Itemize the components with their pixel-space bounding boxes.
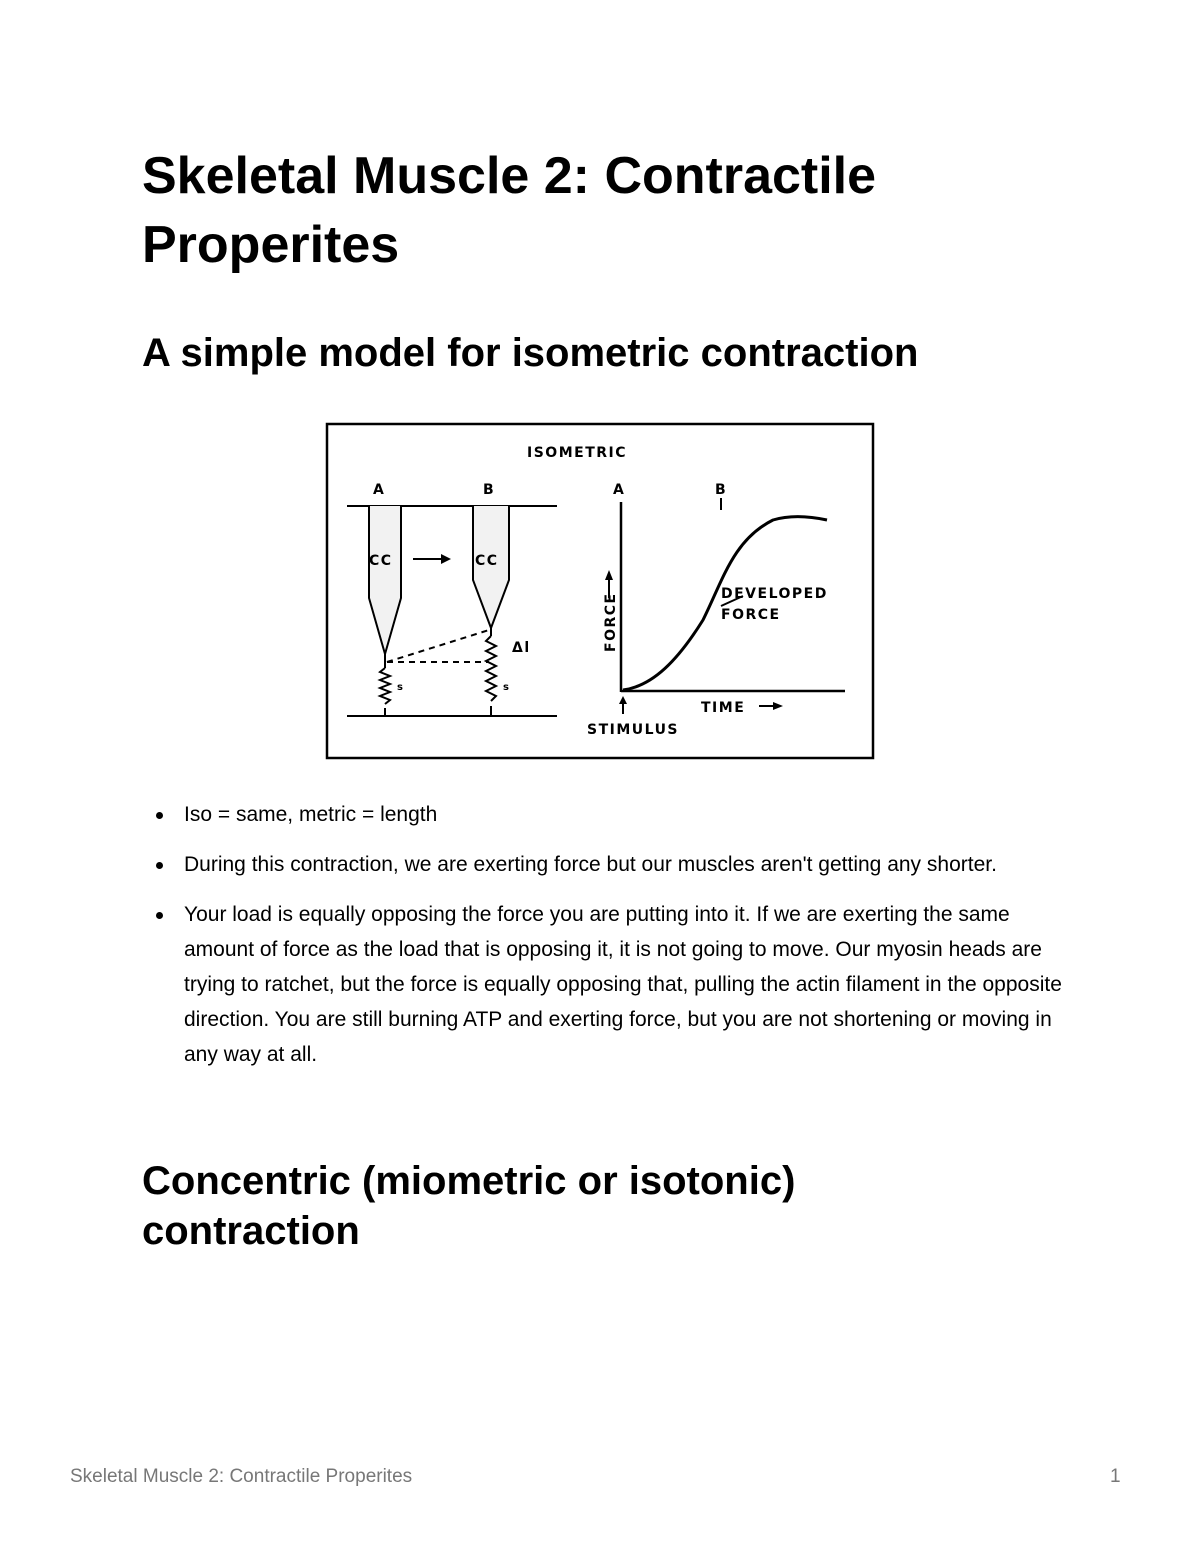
curve-label-2: FORCE (721, 607, 781, 623)
x-axis-arrowhead (773, 702, 783, 710)
list-item (142, 847, 1062, 882)
muscle-a (369, 506, 401, 654)
cc-label-a: CC (369, 553, 393, 569)
section-heading-concentric: Concentric (miometric or isotonic) contraction (142, 1159, 796, 1253)
bullet-text: Iso = same, metric = length (184, 803, 438, 826)
footer-title: Skeletal Muscle 2: Contractile Properites (70, 1466, 413, 1487)
model-label-a: A (373, 482, 386, 498)
graph-label-b: B (715, 482, 728, 498)
bullet-dot-icon (156, 862, 163, 869)
arrow-head (441, 554, 451, 564)
s-label-b: s (503, 682, 511, 693)
isometric-diagram (323, 420, 879, 764)
list-item (142, 797, 1062, 832)
spring-a (380, 668, 390, 704)
stimulus-arrowhead (619, 696, 627, 704)
x-axis-label: TIME (701, 700, 746, 716)
curve-label-1: DEVELOPED (721, 586, 828, 602)
spring-b (486, 636, 496, 701)
graph-label-a: A (613, 482, 626, 498)
bullet-text: During this contraction, we are exerting force but our muscles aren't getting any shorter. (184, 853, 997, 876)
list-item (142, 897, 1062, 1072)
stimulus-label: STIMULUS (587, 722, 680, 738)
bullet-dot-icon (156, 812, 163, 819)
figure-title: ISOMETRIC (527, 445, 628, 461)
s-label-a: s (397, 682, 405, 693)
isometric-figure (323, 420, 879, 764)
y-axis-arrowhead (605, 570, 613, 580)
cc-label-b: CC (475, 553, 499, 569)
bullet-dot-icon (156, 912, 163, 919)
bullet-text: Your load is equally opposing the force you are putting into it. If we are exerting the same amount of force as the load that is opposing it, it is not going to move. Our myosin heads are trying to ratchet, but the force is equally opposing that, pulling the actin filament in the opposite direction. You are still burning ATP and exerting force, but you are not shortening or moving in any way at all. (184, 903, 1062, 1066)
model-label-b: B (483, 482, 496, 498)
bullet-list (142, 797, 1062, 1087)
dashed-diagonal (387, 630, 489, 662)
delta-l-label: Δl (512, 640, 531, 656)
y-axis-label: FORCE (603, 592, 619, 652)
section-heading-isometric: A simple model for isometric contraction (142, 331, 919, 375)
page-title: Skeletal Muscle 2: Contractile Properites (142, 147, 877, 274)
footer-page-number: 1 (1110, 1466, 1121, 1487)
